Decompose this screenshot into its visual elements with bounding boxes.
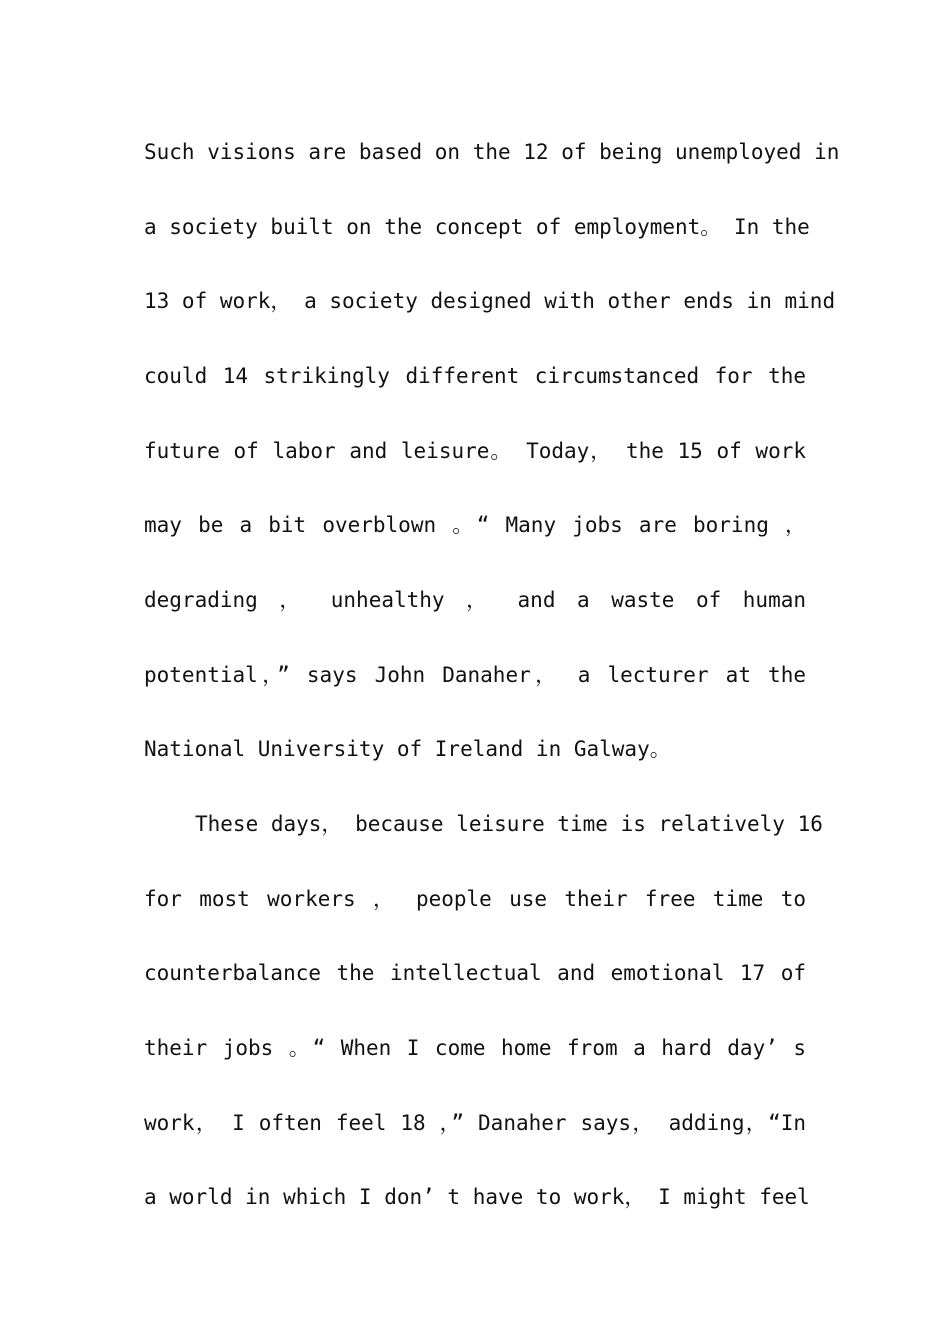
- text-line-14: work， I often feel 18 ，” Danaher says， adding，“In: [144, 1111, 807, 1135]
- text-line-7: degrading ， unhealthy ， and a waste of human: [144, 588, 806, 612]
- text-line-3: 13 of work， a society designed with other ends in mind: [144, 289, 836, 313]
- text-line-2: a society built on the concept of employment。 In the: [144, 215, 810, 239]
- text-line-12: counterbalance the intellectual and emotional 17 of: [144, 961, 806, 985]
- text-line-8: potential，” says John Danaher， a lecturer at the: [144, 663, 806, 687]
- text-line-15: a world in which I don’ t have to work， I might feel: [144, 1185, 810, 1209]
- text-line-11: for most workers ， people use their free time to: [144, 887, 806, 911]
- text-line-1: Such visions are based on the 12 of being unemployed in: [144, 140, 840, 164]
- text-line-9: National University of Ireland in Galway。: [144, 737, 671, 761]
- text-line-6: may be a bit overblown 。“ Many jobs are boring ，: [144, 513, 806, 537]
- text-line-13: their jobs 。“ When I come home from a hard day’ s: [144, 1036, 806, 1060]
- text-line-5: future of labor and leisure。 Today， the 15 of work: [144, 439, 806, 463]
- text-line-4: could 14 strikingly different circumstanced for the: [144, 364, 806, 388]
- text-line-10: These days， because leisure time is relatively 16: [195, 812, 823, 836]
